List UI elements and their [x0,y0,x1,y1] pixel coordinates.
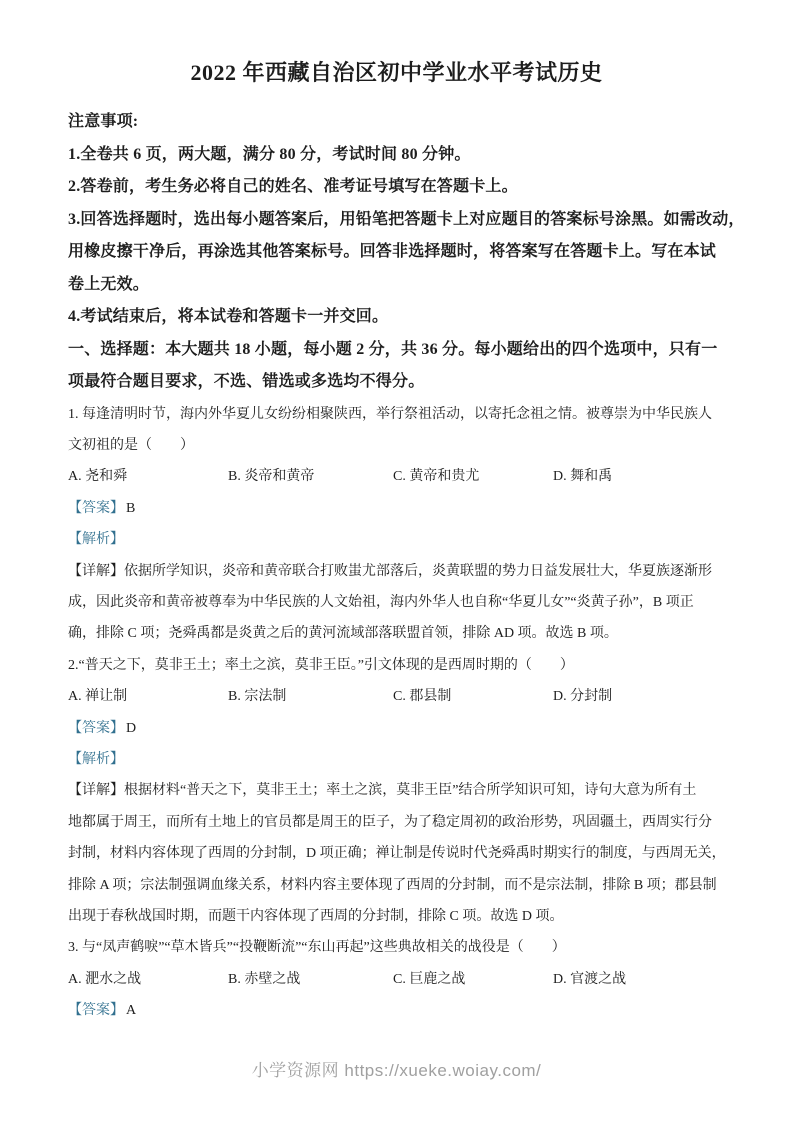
answer-value: B [126,500,136,516]
analysis-label: 【解析】 [68,751,124,767]
option-a: A. 禅让制 [68,689,128,705]
options-row [68,964,725,995]
option-c: C. 巨鹿之战 [393,971,466,987]
notice-section [68,106,745,334]
answer-line [68,995,725,1026]
detail-line: 出现于春秋战国时期，而题干内容体现了西周的分封制，排除 C 项。故选 D 项。 [68,909,564,924]
options-row [68,681,725,712]
option-c: C. 黄帝和贵尤 [393,469,480,485]
option-b: B. 炎帝和黄帝 [228,469,315,485]
page-title: 2022 年西藏自治区初中学业水平考试历史 [190,60,603,85]
notice-heading: 注意事项: [68,113,139,130]
watermark-footer: 小学资源网 https://xueke.woiay.com/ [251,1061,542,1080]
question-stem-line: 2.“普天之下，莫非王土；率土之滨，莫非王臣。”引文体现的是西周时期的（ ） [68,657,574,673]
detail-line: 【详解】依据所学知识，炎帝和黄帝联合打败蚩尤部落后，炎黄联盟的势力日益发展壮大，华夏族逐渐形 [68,563,712,579]
detail-line: 排除 A 项；宗法制强调血缘关系，材料内容主要体现了西周的分封制，而不是宗法制，排除 B 项；郡县制 [68,877,717,893]
option-d: D. 舞和禹 [553,469,613,485]
notice-line: 卷上无效。 [68,275,150,293]
detail-line: 地都属于周王，而所有土地上的官员都是周王的臣子，为了稳定周初的政治形势，巩固疆土，西周实行分 [68,814,712,830]
question-stem-line: 1. 每逢清明时节，海内外华夏儿女纷纷相聚陕西，举行祭祖活动，以寄托念祖之情。被尊崇为中华民族人 [68,406,712,422]
section-heading [68,334,725,399]
detail-line: 【详解】根据材料“普天之下，莫非王土；率土之滨，莫非王臣”结合所学知识可知，诗句大意为所有土 [68,783,697,799]
option-d: D. 官渡之战 [553,971,627,987]
answer-label: 【答案】 [68,1003,124,1019]
notice-line: 3.回答选择题时，选出每小题答案后，用铅笔把答题卡上对应题目的答案标号涂黑。如需改动， [68,210,745,228]
analysis-line [68,744,725,775]
question-3 [68,932,725,1026]
option-c: C. 郡县制 [393,689,452,705]
notice-line: 1.全卷共 6 页，两大题，满分 80 分，考试时间 80 分钟。 [68,145,471,163]
question-2 [68,650,725,933]
analysis-line [68,524,725,555]
notice-line: 2.答卷前，考生务必将自己的姓名、准考证号填写在答题卡上。 [68,178,518,195]
detail-line: 成，因此炎帝和黄帝被尊奉为中华民族的人文始祖，海内外华人也自称“华夏儿女”“炎黄子孙”，B 项正 [68,594,694,610]
answer-line [68,493,725,524]
analysis-label: 【解析】 [68,532,124,548]
question-stem-line: 文初祖的是（ ） [68,437,194,453]
answer-value: A [126,1003,137,1019]
answer-label: 【答案】 [68,720,124,736]
question-stem-line: 3. 与“凤声鹤唳”“草木皆兵”“投鞭断流”“东山再起”这些典故相关的战役是（ ） [68,940,566,956]
question-1 [68,399,725,650]
section-heading-line: 项最符合题目要求，不选、错选或多选均不得分。 [68,373,425,390]
options-row [68,461,725,492]
option-b: B. 赤壁之战 [228,971,301,987]
option-d: D. 分封制 [553,689,613,705]
option-a: A. 淝水之战 [68,971,142,987]
option-b: B. 宗法制 [228,689,287,705]
section-heading-line: 一、选择题：本大题共 18 小题，每小题 2 分，共 36 分。每小题给出的四个选项中，只有一 [68,340,718,358]
notice-line: 用橡皮擦干净后，再涂选其他答案标号。回答非选择题时，将答案写在答题卡上。写在本试 [68,243,717,260]
detail-line: 确，排除 C 项；尧舜禹都是炎黄之后的黄河流域部落联盟首领，排除 AD 项。故选 B 项。 [68,626,618,642]
detail-line: 封制，材料内容体现了西周的分封制，D 项正确；禅让制是传说时代尧舜禹时期实行的制度，与西周无关， [68,846,726,862]
answer-label: 【答案】 [68,500,124,516]
option-a: A. 尧和舜 [68,469,128,485]
answer-value: D [126,720,137,736]
answer-line [68,713,725,744]
notice-line: 4.考试结束后，将本试卷和答题卡一并交回。 [68,308,389,325]
